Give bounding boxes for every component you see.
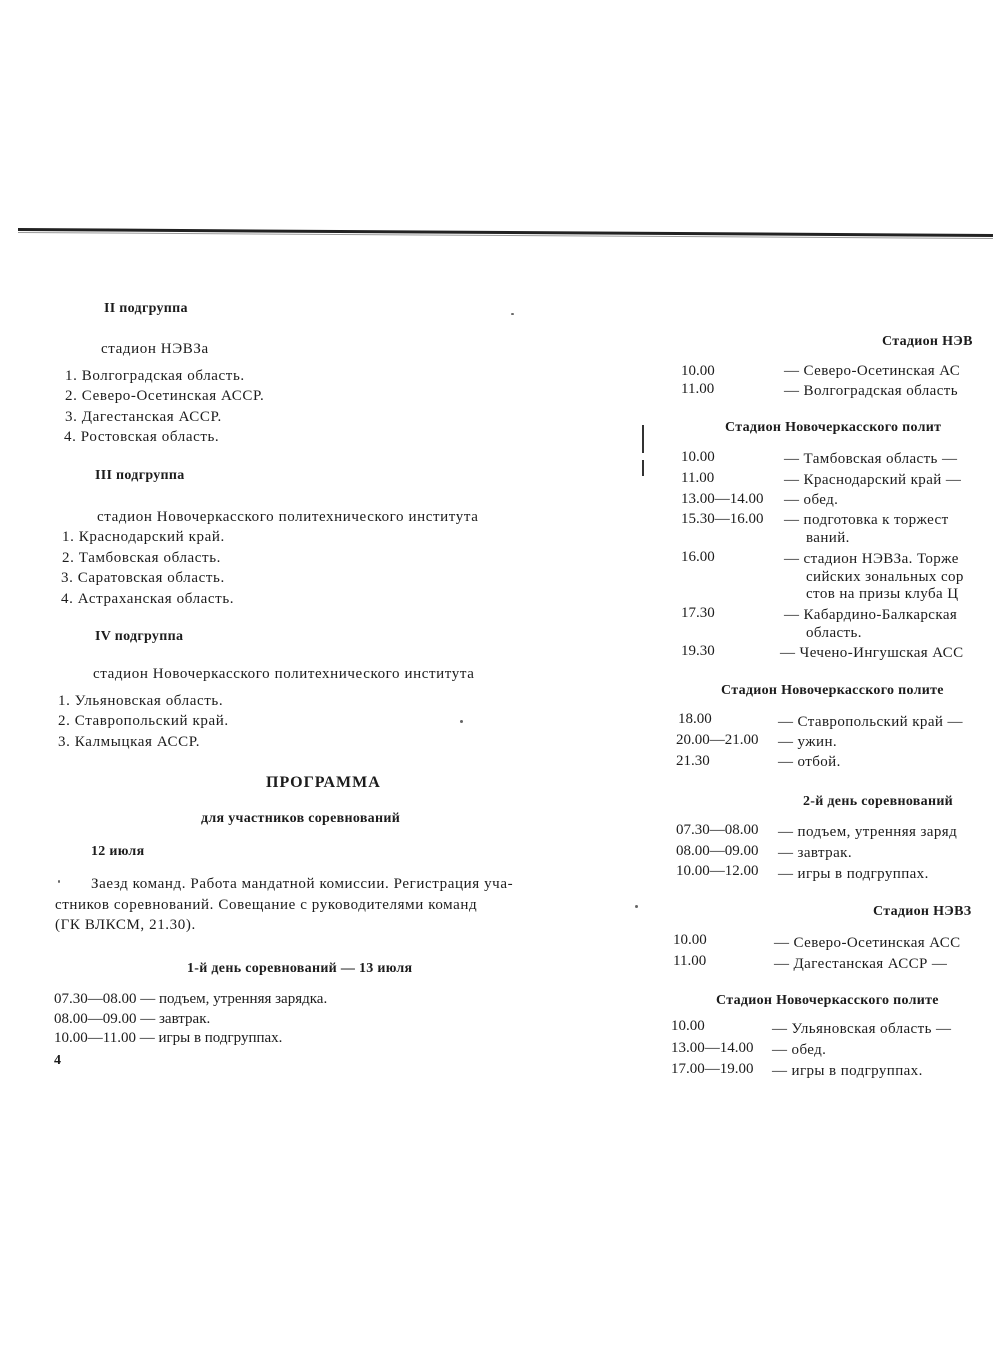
row-time: 10.00	[681, 449, 715, 465]
subgroup-3-title: III подгруппа	[95, 468, 185, 483]
list-item: 2. Ставропольский край.	[58, 713, 229, 729]
block-heading: Стадион Новочеркасского полите	[716, 993, 939, 1008]
subgroup-2-title: II подгруппа	[104, 301, 188, 316]
row-desc: — Волгоградская область	[784, 383, 958, 399]
row-time: 11.00	[681, 381, 715, 397]
row-time: 20.00—21.00	[676, 732, 759, 748]
row-desc: — ужин.	[778, 734, 838, 750]
subgroup-2-stadium: стадион НЭВЗа	[101, 341, 209, 357]
row-time: 10.00	[673, 932, 707, 948]
program-subtitle: для участников соревнований	[201, 811, 401, 826]
row-time: 18.00	[678, 711, 712, 727]
row-desc: — Кабардино-Балкарская	[784, 607, 958, 623]
scan-speck	[58, 880, 60, 883]
scan-mark	[642, 425, 644, 453]
list-item: 3. Дагестанская АССР.	[65, 409, 222, 425]
list-item: 2. Северо-Осетинская АССР.	[65, 388, 265, 404]
list-item: 1. Волгоградская область.	[65, 368, 245, 384]
row-desc: — Северо-Осетинская АСС	[774, 935, 961, 951]
block-heading: Стадион НЭВЗ	[873, 904, 972, 919]
row-time: 07.30—08.00	[676, 822, 759, 838]
row-desc-cont: сийских зональных сор	[806, 569, 964, 585]
scan-speck	[635, 905, 638, 908]
row-desc: — подготовка к торжест	[784, 512, 949, 528]
list-item: 1. Краснодарский край.	[62, 529, 225, 545]
row-time: 16.00	[681, 549, 715, 565]
subgroup-4-stadium: стадион Новочеркасского политехнического института	[93, 666, 475, 682]
schedule-row: 08.00—09.00 — завтрак.	[54, 1011, 211, 1027]
list-item: 4. Ростовская область.	[64, 429, 220, 445]
row-time: 19.30	[681, 643, 715, 659]
list-item: 1. Ульяновская область.	[58, 693, 224, 709]
row-desc-cont: ваний.	[806, 530, 850, 546]
scan-speck	[511, 313, 514, 315]
list-item: 3. Саратовская область.	[61, 570, 225, 586]
scan-speck	[460, 720, 463, 723]
row-time: 13.00—14.00	[681, 491, 764, 507]
list-item: 4. Астраханская область.	[61, 591, 235, 607]
block-heading: Стадион НЭВ	[882, 334, 973, 349]
row-desc: — игры в подгруппах.	[778, 866, 929, 882]
row-time: 11.00	[673, 953, 707, 969]
day-1-heading: 1-й день соревнований — 13 июля	[187, 961, 413, 976]
row-desc: — подъем, утренняя заряд	[778, 824, 958, 840]
row-desc-cont: область.	[806, 625, 862, 641]
row-time: 13.00—14.00	[671, 1040, 754, 1056]
arrival-line: стников соревнований. Совещание с руководителями команд	[55, 897, 478, 913]
row-time: 17.30	[681, 605, 715, 621]
row-desc: — стадион НЭВЗа. Торже	[784, 551, 959, 567]
block-heading: Стадион Новочеркасского полит	[725, 420, 942, 435]
row-desc: — обед.	[772, 1042, 827, 1058]
schedule-row: 07.30—08.00 — подъем, утренняя зарядка.	[54, 991, 328, 1007]
row-desc: — Краснодарский край —	[784, 472, 962, 488]
row-time: 17.00—19.00	[671, 1061, 754, 1077]
day-2-heading: 2-й день соревнований	[803, 794, 954, 809]
row-desc: — Северо-Осетинская АС	[784, 363, 961, 379]
date-heading: 12 июля	[91, 844, 145, 859]
subgroup-4-title: IV подгруппа	[95, 629, 184, 644]
list-item: 2. Тамбовская область.	[62, 550, 221, 566]
row-time: 10.00	[681, 363, 715, 379]
row-time: 10.00—12.00	[676, 863, 759, 879]
row-desc: — завтрак.	[778, 845, 852, 861]
list-item: 3. Калмыцкая АССР.	[58, 734, 201, 750]
row-desc: — отбой.	[778, 754, 841, 770]
arrival-line: Заезд команд. Работа мандатной комиссии. Регистрация уча-	[91, 876, 514, 892]
block-heading: Стадион Новочеркасского полите	[721, 683, 944, 698]
row-time: 11.00	[681, 470, 715, 486]
scan-mark	[642, 460, 644, 476]
program-title: ПРОГРАММА	[266, 774, 381, 791]
row-desc-cont: стов на призы клуба Ц	[806, 586, 959, 602]
row-time: 21.30	[676, 753, 710, 769]
row-desc: — Дагестанская АССР —	[774, 956, 948, 972]
row-desc: — обед.	[784, 492, 839, 508]
schedule-row: 10.00—11.00 — игры в подгруппах.	[54, 1030, 283, 1046]
row-time: 10.00	[671, 1018, 705, 1034]
page-number: 4	[54, 1053, 62, 1068]
arrival-line: (ГК ВЛКСМ, 21.30).	[55, 917, 196, 933]
subgroup-3-stadium: стадион Новочеркасского политехнического института	[97, 509, 479, 525]
row-desc: — Ульяновская область —	[772, 1021, 952, 1037]
row-desc: — Чечено-Ингушская АСС	[780, 645, 964, 661]
row-desc: — игры в подгруппах.	[772, 1063, 923, 1079]
row-desc: — Ставропольский край —	[778, 714, 963, 730]
row-time: 08.00—09.00	[676, 843, 759, 859]
row-desc: — Тамбовская область —	[784, 451, 958, 467]
row-time: 15.30—16.00	[681, 511, 764, 527]
